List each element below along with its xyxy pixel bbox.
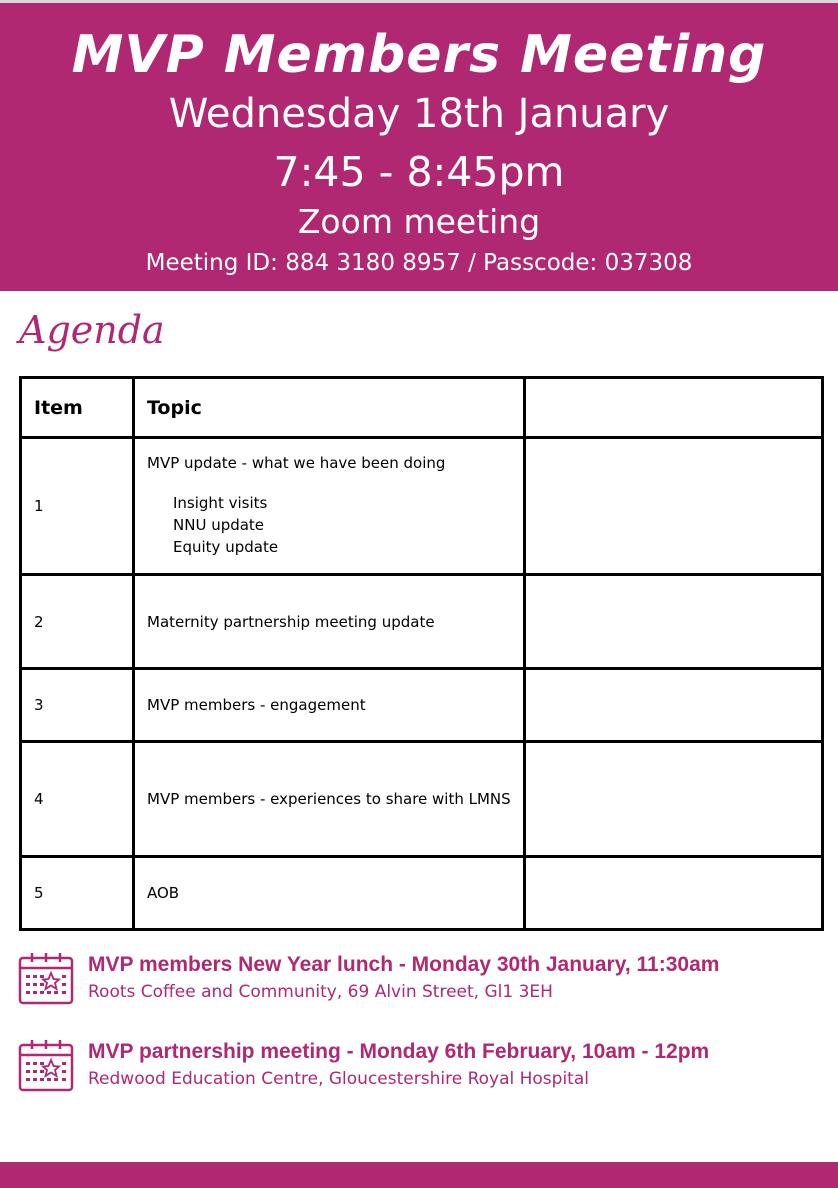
header-banner xyxy=(0,3,838,291)
subitem: Equity update xyxy=(173,538,279,556)
event-location: Redwood Education Centre, Gloucestershire Royal Hospital xyxy=(88,1069,589,1089)
item-notes xyxy=(525,438,823,575)
item-number: 1 xyxy=(21,438,134,575)
table-row xyxy=(21,669,823,742)
item-number: 3 xyxy=(21,669,134,742)
calendar-star-icon xyxy=(18,951,74,1007)
event-location: Roots Coffee and Community, 69 Alvin Street, Gl1 3EH xyxy=(88,982,553,1002)
table-row xyxy=(21,438,823,575)
subitem: Insight visits xyxy=(173,494,268,512)
topic-text: MVP update - what we have been doing xyxy=(147,454,446,472)
item-topic xyxy=(134,438,525,575)
calendar-star-icon xyxy=(18,1038,74,1094)
item-topic: MVP members - experiences to share with LMNS xyxy=(134,742,525,857)
meeting-venue: Zoom meeting xyxy=(297,202,541,241)
page-title: MVP Members Meeting xyxy=(71,25,767,85)
footer-bar xyxy=(0,1162,838,1188)
column-header-topic: Topic xyxy=(134,378,525,438)
meeting-time: 7:45 - 8:45pm xyxy=(273,148,565,196)
item-number: 2 xyxy=(21,575,134,669)
item-notes xyxy=(525,575,823,669)
event-new-year-lunch xyxy=(18,951,818,1007)
table-row xyxy=(21,857,823,930)
meeting-id-passcode: Meeting ID: 884 3180 8957 / Passcode: 037308 xyxy=(145,250,693,276)
agenda-table xyxy=(19,376,824,931)
table-row xyxy=(21,742,823,857)
item-notes xyxy=(525,742,823,857)
item-topic: AOB xyxy=(134,857,525,930)
item-number: 4 xyxy=(21,742,134,857)
item-notes xyxy=(525,669,823,742)
agenda-heading: Agenda xyxy=(19,308,165,352)
table-row xyxy=(21,575,823,669)
column-header-item: Item xyxy=(21,378,134,438)
item-topic: Maternity partnership meeting update xyxy=(134,575,525,669)
item-topic: MVP members - engagement xyxy=(134,669,525,742)
item-notes xyxy=(525,857,823,930)
meeting-date: Wednesday 18th January xyxy=(168,91,670,137)
event-partnership-meeting xyxy=(18,1038,818,1094)
event-title: MVP partnership meeting - Monday 6th February, 10am - 12pm xyxy=(88,1040,710,1063)
item-number: 5 xyxy=(21,857,134,930)
event-title: MVP members New Year lunch - Monday 30th January, 11:30am xyxy=(88,953,720,976)
subitem-list xyxy=(147,492,511,558)
table-header-row xyxy=(21,378,823,438)
subitem: NNU update xyxy=(173,516,265,534)
column-header-notes xyxy=(525,378,823,438)
